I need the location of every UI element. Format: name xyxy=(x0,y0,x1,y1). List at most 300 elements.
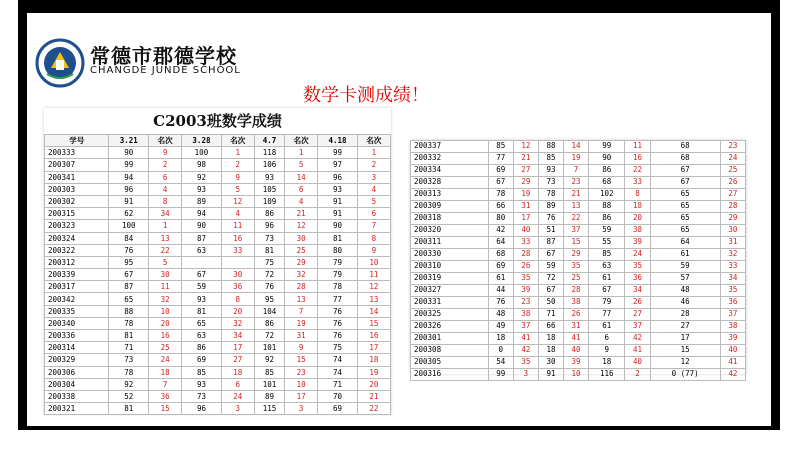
score-cell: 76 xyxy=(318,330,358,342)
student-id-cell: 200322 xyxy=(45,244,109,256)
table-row xyxy=(45,244,391,256)
rank-cell: 33 xyxy=(720,261,745,273)
score-cell: 0 xyxy=(488,345,513,357)
column-header: 名次 xyxy=(149,135,182,147)
right-table-grid xyxy=(410,140,746,381)
student-id-cell: 200312 xyxy=(45,256,109,268)
rank-cell: 34 xyxy=(221,330,254,342)
rank-cell: 21 xyxy=(513,153,538,165)
table-row xyxy=(411,177,746,189)
rank-cell: 3 xyxy=(285,403,318,415)
table-row xyxy=(45,293,391,305)
rank-cell: 38 xyxy=(513,309,538,321)
student-id-cell: 200316 xyxy=(411,369,489,381)
table-row xyxy=(45,195,391,207)
rank-cell: 20 xyxy=(357,378,390,390)
score-cell: 81 xyxy=(318,232,358,244)
score-cell: 94 xyxy=(182,208,222,220)
rank-cell: 26 xyxy=(720,177,745,189)
rank-cell: 33 xyxy=(625,177,650,189)
score-cell: 42 xyxy=(488,225,513,237)
rank-cell: 16 xyxy=(221,232,254,244)
score-cell: 63 xyxy=(182,330,222,342)
table-row xyxy=(411,201,746,213)
rank-cell: 19 xyxy=(564,153,589,165)
score-cell: 66 xyxy=(488,201,513,213)
rank-cell: 2 xyxy=(625,369,650,381)
rank-cell: 11 xyxy=(625,141,650,153)
score-cell: 77 xyxy=(488,153,513,165)
score-cell: 62 xyxy=(109,208,149,220)
table-row xyxy=(411,225,746,237)
score-cell: 74 xyxy=(318,354,358,366)
rank-cell: 31 xyxy=(564,321,589,333)
score-cell: 73 xyxy=(254,232,284,244)
student-id-cell: 200306 xyxy=(45,366,109,378)
rank-cell: 27 xyxy=(625,309,650,321)
score-cell: 69 xyxy=(182,354,222,366)
rank-cell: 10 xyxy=(564,369,589,381)
rank-cell: 15 xyxy=(285,354,318,366)
score-cell: 118 xyxy=(254,147,284,159)
score-cell: 65 xyxy=(650,189,720,201)
rank-cell: 39 xyxy=(564,357,589,369)
rank-cell: 24 xyxy=(221,390,254,402)
rank-cell: 41 xyxy=(513,333,538,345)
rank-cell: 4 xyxy=(285,195,318,207)
score-cell: 79 xyxy=(318,269,358,281)
score-cell: 100 xyxy=(182,147,222,159)
score-cell: 102 xyxy=(589,189,625,201)
student-id-cell: 200303 xyxy=(45,183,109,195)
rank-cell: 25 xyxy=(720,165,745,177)
rank-cell: 16 xyxy=(149,330,182,342)
rank-cell: 2 xyxy=(357,159,390,171)
score-cell: 73 xyxy=(182,390,222,402)
rank-cell: 40 xyxy=(513,225,538,237)
table-row xyxy=(45,317,391,329)
score-cell: 67 xyxy=(109,269,149,281)
score-cell: 76 xyxy=(318,317,358,329)
school-name-cn: 常德市郡德学校 xyxy=(90,44,237,68)
rank-cell: 38 xyxy=(564,297,589,309)
student-id-cell: 200311 xyxy=(411,237,489,249)
table-row xyxy=(45,147,391,159)
score-cell: 92 xyxy=(254,354,284,366)
student-id-cell: 200328 xyxy=(411,177,489,189)
score-cell: 67 xyxy=(182,269,222,281)
rank-cell: 26 xyxy=(625,297,650,309)
rank-cell: 25 xyxy=(285,244,318,256)
score-cell: 86 xyxy=(182,342,222,354)
rank-cell: 4 xyxy=(149,183,182,195)
score-cell: 93 xyxy=(182,293,222,305)
table-row xyxy=(411,333,746,345)
score-cell: 99 xyxy=(488,369,513,381)
score-cell: 30 xyxy=(538,357,563,369)
rank-cell: 9 xyxy=(285,342,318,354)
score-cell: 95 xyxy=(109,256,149,268)
rank-cell: 1 xyxy=(357,147,390,159)
table-row xyxy=(45,159,391,171)
rank-cell: 15 xyxy=(357,317,390,329)
rank-cell: 34 xyxy=(720,273,745,285)
score-cell: 79 xyxy=(589,297,625,309)
rank-cell: 1 xyxy=(285,147,318,159)
score-cell: 86 xyxy=(589,213,625,225)
rank-cell: 7 xyxy=(285,305,318,317)
score-cell: 104 xyxy=(254,305,284,317)
rank-cell: 40 xyxy=(625,357,650,369)
rank-cell: 21 xyxy=(357,390,390,402)
score-cell: 65 xyxy=(650,225,720,237)
rank-cell: 17 xyxy=(513,213,538,225)
rank-cell: 5 xyxy=(285,159,318,171)
score-cell: 75 xyxy=(254,256,284,268)
score-cell: 101 xyxy=(254,378,284,390)
table-row xyxy=(411,357,746,369)
rank-cell: 10 xyxy=(149,305,182,317)
rank-cell: 36 xyxy=(720,297,745,309)
score-cell: 81 xyxy=(109,403,149,415)
rank-cell: 2 xyxy=(149,159,182,171)
table-title: C2003班数学成绩 xyxy=(153,112,282,130)
score-cell: 115 xyxy=(254,403,284,415)
rank-cell: 16 xyxy=(357,330,390,342)
rank-cell: 13 xyxy=(149,232,182,244)
rank-cell: 40 xyxy=(720,345,745,357)
score-cell: 50 xyxy=(538,297,563,309)
score-cell: 78 xyxy=(538,189,563,201)
table-row xyxy=(45,366,391,378)
score-cell: 68 xyxy=(488,249,513,261)
student-id-cell: 200334 xyxy=(411,165,489,177)
score-cell: 52 xyxy=(109,390,149,402)
score-cell: 85 xyxy=(589,249,625,261)
rank-cell: 23 xyxy=(513,297,538,309)
rank-cell: 17 xyxy=(285,390,318,402)
rank-cell: 23 xyxy=(285,366,318,378)
rank-cell: 40 xyxy=(564,345,589,357)
student-id-cell: 200333 xyxy=(45,147,109,159)
score-cell: 72 xyxy=(254,330,284,342)
rank-cell: 13 xyxy=(564,201,589,213)
rank-cell: 10 xyxy=(285,378,318,390)
rank-cell: 3 xyxy=(357,171,390,183)
student-id-cell: 200305 xyxy=(411,357,489,369)
score-cell: 86 xyxy=(254,208,284,220)
rank-cell: 8 xyxy=(357,232,390,244)
score-table-left xyxy=(44,108,391,414)
rank-cell: 11 xyxy=(221,220,254,232)
score-cell: 18 xyxy=(488,333,513,345)
score-cell: 59 xyxy=(589,225,625,237)
score-cell: 91 xyxy=(538,369,563,381)
student-id-cell: 200318 xyxy=(411,213,489,225)
score-cell: 99 xyxy=(318,147,358,159)
rank-cell xyxy=(221,256,254,268)
score-cell: 92 xyxy=(109,378,149,390)
table-row xyxy=(411,345,746,357)
frame-border-left xyxy=(18,0,27,430)
score-cell: 98 xyxy=(182,159,222,171)
score-cell: 15 xyxy=(650,345,720,357)
score-cell: 76 xyxy=(109,244,149,256)
rank-cell: 27 xyxy=(513,165,538,177)
score-cell: 91 xyxy=(318,208,358,220)
score-cell: 81 xyxy=(182,305,222,317)
student-id-cell: 200330 xyxy=(411,249,489,261)
rank-cell: 38 xyxy=(720,321,745,333)
rank-cell: 35 xyxy=(564,261,589,273)
rank-cell: 29 xyxy=(513,177,538,189)
score-cell: 61 xyxy=(650,249,720,261)
student-id-cell: 200342 xyxy=(45,293,109,305)
score-cell: 57 xyxy=(650,273,720,285)
rank-cell: 42 xyxy=(720,369,745,381)
score-cell: 69 xyxy=(488,261,513,273)
score-cell: 63 xyxy=(589,261,625,273)
rank-cell: 5 xyxy=(357,195,390,207)
rank-cell: 4 xyxy=(357,183,390,195)
score-cell xyxy=(182,256,222,268)
rank-cell: 24 xyxy=(149,354,182,366)
school-name-en: CHANGDE JUNDE SCHOOL xyxy=(90,65,241,76)
score-cell: 76 xyxy=(318,305,358,317)
rank-cell: 22 xyxy=(625,165,650,177)
rank-cell: 2 xyxy=(221,159,254,171)
rank-cell: 7 xyxy=(149,378,182,390)
table-row xyxy=(45,220,391,232)
student-id-cell: 200341 xyxy=(45,171,109,183)
score-cell: 81 xyxy=(109,330,149,342)
rank-cell: 31 xyxy=(513,201,538,213)
table-row xyxy=(411,321,746,333)
score-cell: 99 xyxy=(109,159,149,171)
rank-cell: 20 xyxy=(149,317,182,329)
rank-cell: 8 xyxy=(625,189,650,201)
rank-cell: 35 xyxy=(720,285,745,297)
score-cell: 61 xyxy=(589,321,625,333)
student-id-cell: 200320 xyxy=(411,225,489,237)
score-cell: 80 xyxy=(488,213,513,225)
rank-cell: 4 xyxy=(221,208,254,220)
rank-cell: 37 xyxy=(513,321,538,333)
score-cell: 89 xyxy=(182,195,222,207)
score-cell: 67 xyxy=(488,177,513,189)
score-cell: 72 xyxy=(538,273,563,285)
student-id-cell: 200308 xyxy=(411,345,489,357)
score-cell: 91 xyxy=(109,195,149,207)
score-cell: 51 xyxy=(538,225,563,237)
table-header-row xyxy=(45,135,391,147)
score-cell: 55 xyxy=(589,237,625,249)
score-cell: 116 xyxy=(589,369,625,381)
rank-cell: 15 xyxy=(149,403,182,415)
rank-cell: 19 xyxy=(357,366,390,378)
left-table-grid xyxy=(44,134,391,415)
rank-cell: 7 xyxy=(357,220,390,232)
score-cell: 67 xyxy=(538,285,563,297)
rank-cell: 23 xyxy=(720,141,745,153)
table-row xyxy=(45,390,391,402)
score-cell: 6 xyxy=(589,333,625,345)
table-row xyxy=(45,378,391,390)
rank-cell: 8 xyxy=(221,293,254,305)
rank-cell: 39 xyxy=(625,237,650,249)
score-cell: 87 xyxy=(538,237,563,249)
score-cell: 100 xyxy=(109,220,149,232)
score-cell: 96 xyxy=(109,183,149,195)
score-cell: 48 xyxy=(488,309,513,321)
rank-cell: 24 xyxy=(720,153,745,165)
student-id-cell: 200310 xyxy=(411,261,489,273)
rank-cell: 14 xyxy=(357,305,390,317)
student-id-cell: 200327 xyxy=(411,285,489,297)
score-cell: 96 xyxy=(182,403,222,415)
rank-cell: 6 xyxy=(357,208,390,220)
rank-cell: 12 xyxy=(513,141,538,153)
column-header: 3.21 xyxy=(109,135,149,147)
rank-cell: 37 xyxy=(564,225,589,237)
score-cell: 76 xyxy=(254,281,284,293)
rank-cell: 18 xyxy=(221,366,254,378)
rank-cell: 30 xyxy=(720,225,745,237)
score-cell: 59 xyxy=(650,261,720,273)
rank-cell: 28 xyxy=(720,201,745,213)
table-row xyxy=(45,232,391,244)
score-cell: 66 xyxy=(538,321,563,333)
score-cell: 65 xyxy=(650,213,720,225)
score-cell: 68 xyxy=(650,153,720,165)
score-cell: 90 xyxy=(109,147,149,159)
score-cell: 86 xyxy=(254,317,284,329)
rank-cell: 32 xyxy=(285,269,318,281)
table-row xyxy=(45,171,391,183)
score-cell: 80 xyxy=(318,244,358,256)
student-id-cell: 200319 xyxy=(411,273,489,285)
table-row xyxy=(45,256,391,268)
rank-cell: 22 xyxy=(564,213,589,225)
table-row xyxy=(411,189,746,201)
student-id-cell: 200325 xyxy=(411,309,489,321)
table-row xyxy=(411,237,746,249)
score-cell: 67 xyxy=(650,165,720,177)
student-id-cell: 200304 xyxy=(45,378,109,390)
score-cell: 78 xyxy=(109,317,149,329)
rank-cell: 6 xyxy=(149,171,182,183)
rank-cell: 36 xyxy=(221,281,254,293)
score-cell: 49 xyxy=(488,321,513,333)
score-cell: 99 xyxy=(589,141,625,153)
rank-cell: 9 xyxy=(221,171,254,183)
rank-cell: 41 xyxy=(625,345,650,357)
rank-cell: 32 xyxy=(720,249,745,261)
rank-cell: 20 xyxy=(625,213,650,225)
rank-cell: 9 xyxy=(149,147,182,159)
score-cell: 12 xyxy=(650,357,720,369)
rank-cell: 28 xyxy=(564,285,589,297)
score-cell: 18 xyxy=(538,333,563,345)
rank-cell: 11 xyxy=(149,281,182,293)
score-cell: 71 xyxy=(318,378,358,390)
student-id-cell: 200321 xyxy=(45,403,109,415)
rank-cell: 1 xyxy=(149,220,182,232)
score-cell: 70 xyxy=(318,390,358,402)
score-cell: 89 xyxy=(254,390,284,402)
table-row xyxy=(411,165,746,177)
score-cell: 91 xyxy=(318,195,358,207)
rank-cell: 30 xyxy=(285,232,318,244)
score-cell: 17 xyxy=(650,333,720,345)
rank-cell: 35 xyxy=(625,261,650,273)
rank-cell: 11 xyxy=(357,269,390,281)
score-cell: 9 xyxy=(589,345,625,357)
rank-cell: 7 xyxy=(564,165,589,177)
score-cell: 87 xyxy=(109,281,149,293)
score-cell: 109 xyxy=(254,195,284,207)
student-id-cell: 200329 xyxy=(45,354,109,366)
table-row xyxy=(45,403,391,415)
rank-cell: 23 xyxy=(564,177,589,189)
student-id-cell: 200340 xyxy=(45,317,109,329)
rank-cell: 14 xyxy=(564,141,589,153)
rank-cell: 34 xyxy=(149,208,182,220)
column-header: 4.7 xyxy=(254,135,284,147)
score-cell: 75 xyxy=(318,342,358,354)
rank-cell: 35 xyxy=(513,273,538,285)
score-cell: 85 xyxy=(488,141,513,153)
rank-cell: 33 xyxy=(221,244,254,256)
rank-cell: 38 xyxy=(625,225,650,237)
rank-cell: 28 xyxy=(513,249,538,261)
frame-border-top xyxy=(18,0,780,13)
table-row xyxy=(411,261,746,273)
rank-cell: 36 xyxy=(625,273,650,285)
rank-cell: 28 xyxy=(285,281,318,293)
table-row xyxy=(411,273,746,285)
rank-cell: 34 xyxy=(625,285,650,297)
score-cell: 48 xyxy=(650,285,720,297)
table-row xyxy=(45,330,391,342)
score-cell: 77 xyxy=(318,293,358,305)
student-id-cell: 200339 xyxy=(45,269,109,281)
rank-cell: 25 xyxy=(564,273,589,285)
rank-cell: 21 xyxy=(564,189,589,201)
score-cell: 92 xyxy=(182,171,222,183)
score-cell: 93 xyxy=(538,165,563,177)
rank-cell: 15 xyxy=(564,237,589,249)
score-cell: 86 xyxy=(589,165,625,177)
table-row xyxy=(411,141,746,153)
score-cell: 85 xyxy=(254,366,284,378)
rank-cell: 33 xyxy=(513,237,538,249)
rank-cell: 29 xyxy=(720,213,745,225)
score-cell: 90 xyxy=(318,220,358,232)
rank-cell: 39 xyxy=(513,285,538,297)
score-cell: 77 xyxy=(589,309,625,321)
score-cell: 85 xyxy=(538,153,563,165)
table-row xyxy=(411,213,746,225)
score-cell: 88 xyxy=(109,305,149,317)
rank-cell: 19 xyxy=(285,317,318,329)
rank-cell: 5 xyxy=(149,256,182,268)
rank-cell: 22 xyxy=(149,244,182,256)
score-cell: 85 xyxy=(182,366,222,378)
rank-cell: 1 xyxy=(221,147,254,159)
score-cell: 44 xyxy=(488,285,513,297)
score-cell: 18 xyxy=(589,357,625,369)
